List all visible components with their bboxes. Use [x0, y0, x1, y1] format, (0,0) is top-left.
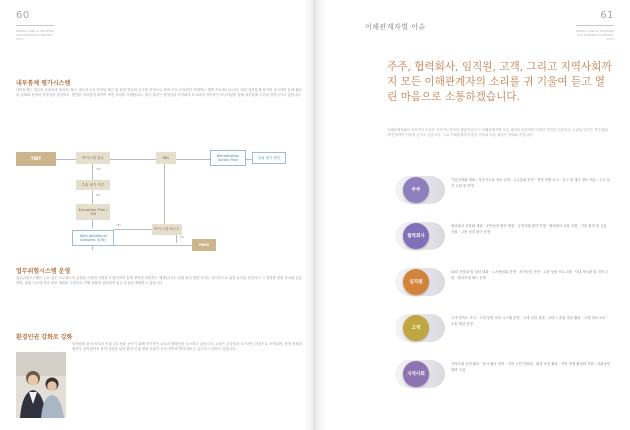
flow-node: Total Additional Samples (V/N)	[72, 230, 114, 246]
right-header-mini	[576, 29, 614, 41]
stakeholder-badge: 주주	[403, 177, 429, 203]
mini-line: KOREA LAND & HOUSING	[576, 29, 614, 33]
section-body-ethics-training: 임직원의 윤리 의식과 인권 감수성을 높이기 위해 정기적인 교육과 캠페인을 실시하고 있습니다. 교육은 온라인과 오프라인 과정으로 운영되며, 현장 직원과 협력사 임직원까지 참여 대상을 넓혀 환경·인권 경영 문화가 조직 전반에 뿌리내릴 수 있도록 노력하고 있습니다.	[72, 342, 302, 352]
stakeholder-channels: 협력회사 간담회 개최 · 동반성장 협약 체결 · 공정거래 협약 이행 · 협력회사 교육 지원 · 기술 협력 및 금융 지원 · 고충 처리 창구 운영	[451, 224, 607, 234]
flow-connector	[164, 164, 165, 226]
flow-label-no: NO	[96, 194, 100, 197]
left-page-number: 60	[16, 10, 30, 21]
stakeholder-channels: 기업설명회 개최 · 지속가능성 정보 공개 · 주주총회 운영 · 경영 현황 보고 · 공시 및 재무 정보 제공 · 주주 의견 수렴 및 반영	[451, 178, 611, 188]
flow-start-node: TIBT	[16, 152, 56, 166]
stakeholder-badge: 협력회사	[403, 223, 429, 249]
flow-node: 추출 평가 여부	[76, 180, 110, 190]
stakeholder-channels: 고객 만족도 조사 · 고객 불만 처리 시스템 운영 · 고객 의견 청취 · 서비스 품질 개선 활동 · 고객 정보 보호 · 소통 채널 운영	[451, 316, 608, 326]
stakeholder-employees	[395, 264, 611, 300]
section-title-internal-control: 내부통제 평가시스템	[16, 80, 71, 87]
right-header-rule	[576, 25, 614, 26]
stakeholder-community	[395, 356, 611, 392]
stakeholder-partners	[395, 218, 611, 254]
stakeholder-shareholders	[395, 172, 611, 208]
stakeholder-intro: 이해관계자와의 지속적인 소통은 지속가능경영의 출발점입니다. 이해관계자별 소통 채널을 운영하여 다양한 의견을 수렴하고, 수렴된 의견은 경영 활동에 반영하여 신뢰를 높이고 있습니다. 주요 이해관계자의 관심 이슈와 소통 채널은 아래와 같습니다.	[387, 128, 609, 138]
stakeholder-headline: 주주, 협력회사, 임직원, 고객, 그리고 지역사회까지 모든 이해관계자의 소리를 귀 기울여 듣고 열린 마음으로 소통하겠습니다.	[387, 61, 612, 103]
mini-line: 2011	[16, 37, 24, 41]
mini-line: 2011	[606, 37, 614, 41]
flow-node: Exception Plan / Y/N	[76, 204, 110, 220]
flow-end-node: PASS	[192, 239, 216, 251]
flow-label-yes: YES	[116, 224, 121, 227]
mini-line: SUSTAINABILITY REPORT	[16, 33, 53, 37]
flow-label-yes: YES	[96, 168, 101, 171]
flow-connector	[56, 159, 76, 160]
employees-photo	[16, 352, 66, 418]
flow-node: 상위 평가 확인	[252, 152, 286, 164]
flow-node: 바이스캡 테스트	[152, 224, 182, 235]
section-body-risk-system: 업무위험시스템은 주요 업무 프로세스의 위험을 사전에 식별하고 평가하여 통제 방안을 마련하는 체계입니다. 위험 관리 담당 부서는 정기적으로 위험 요인을 점검하고 그 결과를 관련 부서와 공유하며, 위험 수준에 따라 대응 계획을 수립하고 이행 상황을 관리하여 업무 손실을 예방하고 있습니다.	[16, 276, 302, 286]
right-page-number: 61	[600, 10, 614, 21]
employees-photo-image	[16, 352, 66, 418]
flow-node: 바이스캡 업무	[76, 152, 110, 164]
flow-node: RBL	[156, 152, 176, 164]
stakeholder-badge: 지역사회	[403, 361, 429, 387]
flow-node: Remediation Action Plan	[210, 150, 246, 166]
mini-line: SUSTAINABILITY REPORT	[577, 33, 614, 37]
flow-connector	[114, 245, 192, 246]
stakeholder-badge: 임직원	[403, 269, 429, 295]
flow-label-no: NO	[180, 236, 184, 239]
left-header-mini	[16, 29, 54, 41]
flow-connector	[176, 159, 210, 160]
flow-connector	[114, 229, 152, 230]
stakeholder-badge: 고객	[403, 315, 429, 341]
section-title-risk-system: 업무위험시스템 운영	[16, 268, 71, 275]
mini-line: KOREA LAND & HOUSING	[16, 29, 54, 33]
section-body-internal-control: 내부통제는 업무의 효율성과 효과성 제고, 재무보고의 신뢰성 제고 및 관련 법규의 준수를 목적으로 하며 모든 구성원이 이행하는 제반 프로세스입니다. 매년 내부통제 평가를 실시하여 통제 활동의 설계와 운영의 적정성을 점검하고, 발견된 미비점에 대하여 개선 조치를 시행합니다. 평가 결과는 경영진과 이사회에 보고되며 지속적인 모니터링을 통해 내부통제 수준을 향상시키고 있습니다.	[16, 88, 302, 98]
stakeholder-channels: 지역사회 공헌 활동 · 봉사 활동 참여 · 지역 주민 간담회 · 환경 보전 활동 · 지역 경제 활성화 지원 · 사회공헌 협력 사업	[451, 362, 611, 372]
chapter-title: 이해관계자별 이슈	[365, 23, 426, 31]
stakeholder-customers	[395, 310, 611, 346]
left-header-rule	[16, 25, 54, 26]
flow-connector	[110, 159, 156, 160]
internal-control-flow-diagram	[16, 118, 304, 258]
section-title-ethics-training: 환경인권 강화로 강화	[16, 334, 73, 341]
stakeholder-channels: CEO 간담회 및 열린 대화 · 노사협의회 운영 · 조직문화 진단 · 고충 상담 프로그램 · 사내 게시판 및 의견 수렴 · 복리후생 제도 운영	[451, 270, 609, 280]
right-page	[315, 0, 630, 430]
